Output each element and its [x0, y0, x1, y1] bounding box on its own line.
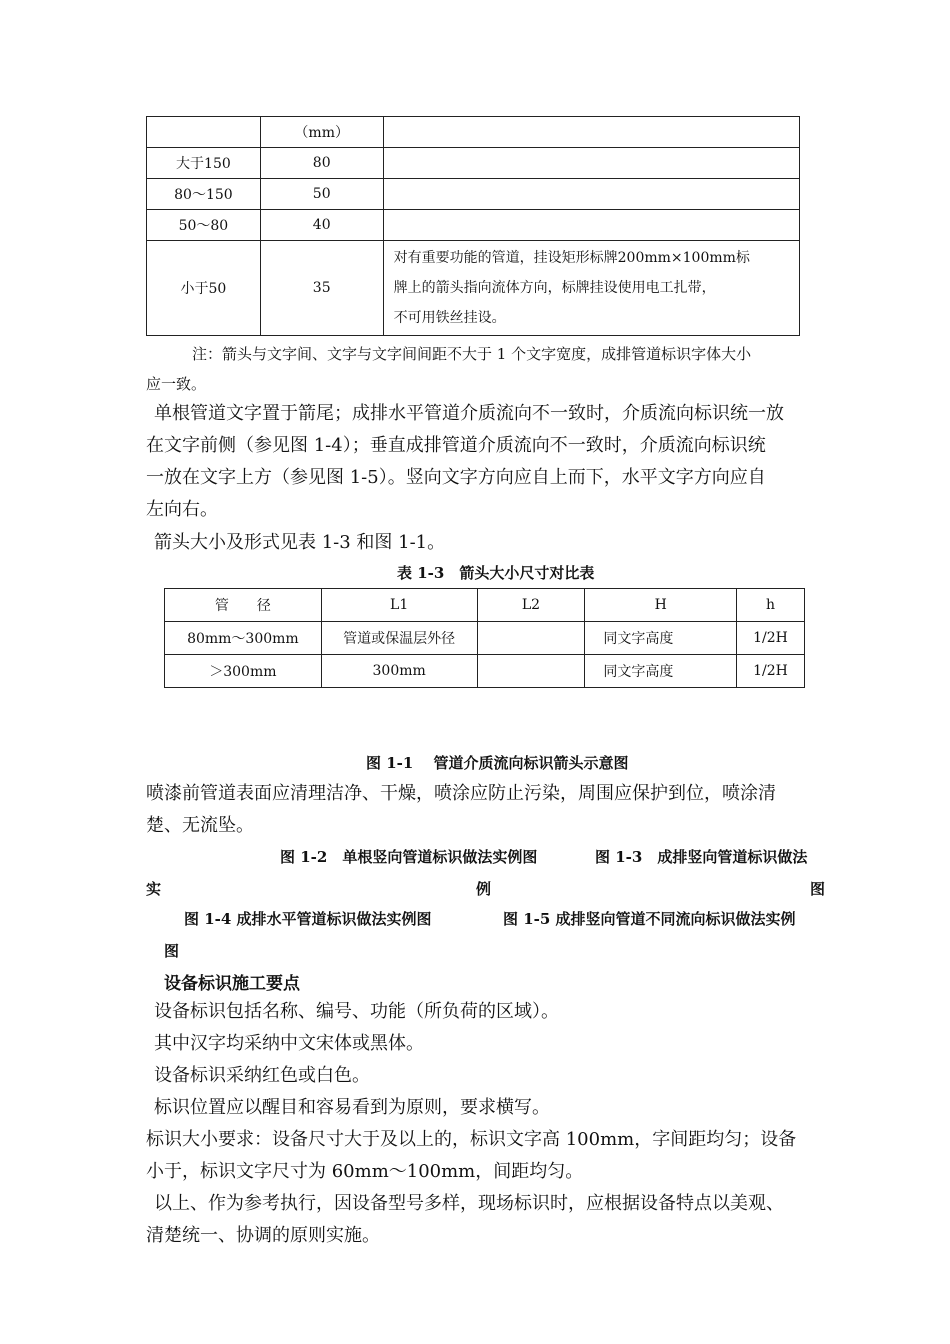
figure-caption-wrap: 例 [476, 880, 492, 898]
table-cell: 80mm～300mm [165, 622, 322, 655]
table-note-line1: 注：箭头与文字间、文字与文字间间距不大于 1 个文字宽度，成排管道标识字体大小 [192, 345, 752, 363]
note-line: 对有重要功能的管道，挂设矩形标牌200mm×100mm标 [393, 250, 750, 266]
figure-caption: 图 1-3 成排竖向管道标识做法 [595, 848, 808, 866]
figure-caption: 图 1-2 单根竖向管道标识做法实例图 [280, 848, 538, 866]
table-cell [383, 148, 799, 179]
table-cell: 35 [260, 241, 383, 336]
table-cell: 1/2H [737, 655, 805, 688]
arrow-size-table [164, 588, 805, 688]
paragraph-line: 单根管道文字置于箭尾；成排水平管道介质流向不一致时，介质流向标识统一放 [154, 403, 784, 424]
figure-caption: 图 1-4 成排水平管道标识做法实例图 [184, 910, 432, 928]
pipe-size-table [146, 116, 800, 336]
table-header: 管 径 [165, 589, 322, 622]
table-note-line2: 应一致。 [146, 375, 207, 393]
table-cell [383, 210, 799, 241]
table-cell [383, 117, 799, 148]
table-cell: 80 [260, 148, 383, 179]
table-row [165, 655, 805, 688]
paragraph-line: 楚、无流坠。 [146, 815, 254, 836]
table-cell: 50 [260, 179, 383, 210]
table-cell: 1/2H [737, 622, 805, 655]
figure-caption-wrap: 图 [164, 942, 180, 960]
note-line: 牌上的箭头指向流体方向，标牌挂设使用电工扎带， [393, 280, 716, 296]
table-header: H [585, 589, 737, 622]
paragraph-line: 设备标识采纳红色或白色。 [154, 1065, 370, 1086]
paragraph-line: 一放在文字上方（参见图 1-5）。竖向文字方向应自上而下，水平文字方向应自 [146, 467, 766, 488]
table-row [165, 622, 805, 655]
table-header: h [737, 589, 805, 622]
table-row [147, 117, 800, 148]
figure-caption-wrap: 图 [810, 880, 826, 898]
table-cell: 40 [260, 210, 383, 241]
table-row [147, 148, 800, 179]
table-cell [477, 655, 585, 688]
paragraph-line: 标识大小要求：设备尺寸大于及以上的，标识文字高 100mm，字间距均匀；设备 [146, 1129, 797, 1150]
paragraph-line: 小于，标识文字尺寸为 60mm～100mm，间距均匀。 [146, 1161, 584, 1182]
paragraph-line: 以上、作为参考执行，因设备型号多样，现场标识时，应根据设备特点以美观、 [154, 1193, 784, 1214]
table-header: L2 [477, 589, 585, 622]
table-cell: 大于150 [147, 148, 261, 179]
table-cell: 同文字高度 [585, 655, 737, 688]
figure-caption: 图 1-5 成排竖向管道不同流向标识做法实例 [503, 910, 796, 928]
table-cell [147, 117, 261, 148]
paragraph-line: 标识位置应以醒目和容易看到为原则，要求横写。 [154, 1097, 550, 1118]
table-row [147, 210, 800, 241]
figure-caption-wrap: 实 [146, 880, 162, 898]
section-heading: 设备标识施工要点 [164, 974, 300, 994]
table-cell: 同文字高度 [585, 622, 737, 655]
table-cell: 小于50 [147, 241, 261, 336]
paragraph-line: 清楚统一、协调的原则实施。 [146, 1225, 380, 1246]
table-cell: 80～150 [147, 179, 261, 210]
table-row [147, 179, 800, 210]
table-header-row [165, 589, 805, 622]
paragraph-line: 左向右。 [146, 499, 218, 520]
table-cell: 管道或保温层外径 [321, 622, 477, 655]
paragraph-line: 其中汉字均采纳中文宋体或黑体。 [154, 1033, 424, 1054]
table-cell-note [383, 241, 799, 336]
table-cell: 300mm [321, 655, 477, 688]
table-cell: ＞300mm [165, 655, 322, 688]
figure-caption: 图 1-1 管道介质流向标识箭头示意图 [366, 754, 629, 772]
paragraph-line: 喷漆前管道表面应清理洁净、干燥，喷涂应防止污染，周围应保护到位，喷涂清 [146, 783, 776, 804]
paragraph-line: 设备标识包括名称、编号、功能（所负荷的区域）。 [154, 1001, 559, 1022]
table-cell: 50～80 [147, 210, 261, 241]
paragraph-line: 在文字前侧（参见图 1-4）；垂直成排管道介质流向不一致时，介质流向标识统 [146, 435, 766, 456]
table-cell [383, 179, 799, 210]
table-caption: 表 1-3 箭头大小尺寸对比表 [397, 564, 595, 582]
table-cell: （mm） [260, 117, 383, 148]
paragraph-line: 箭头大小及形式见表 1-3 和图 1-1。 [154, 532, 446, 553]
table-header: L1 [321, 589, 477, 622]
table-cell [477, 622, 585, 655]
note-line: 不可用铁丝挂设。 [393, 310, 506, 326]
table-row [147, 241, 800, 336]
